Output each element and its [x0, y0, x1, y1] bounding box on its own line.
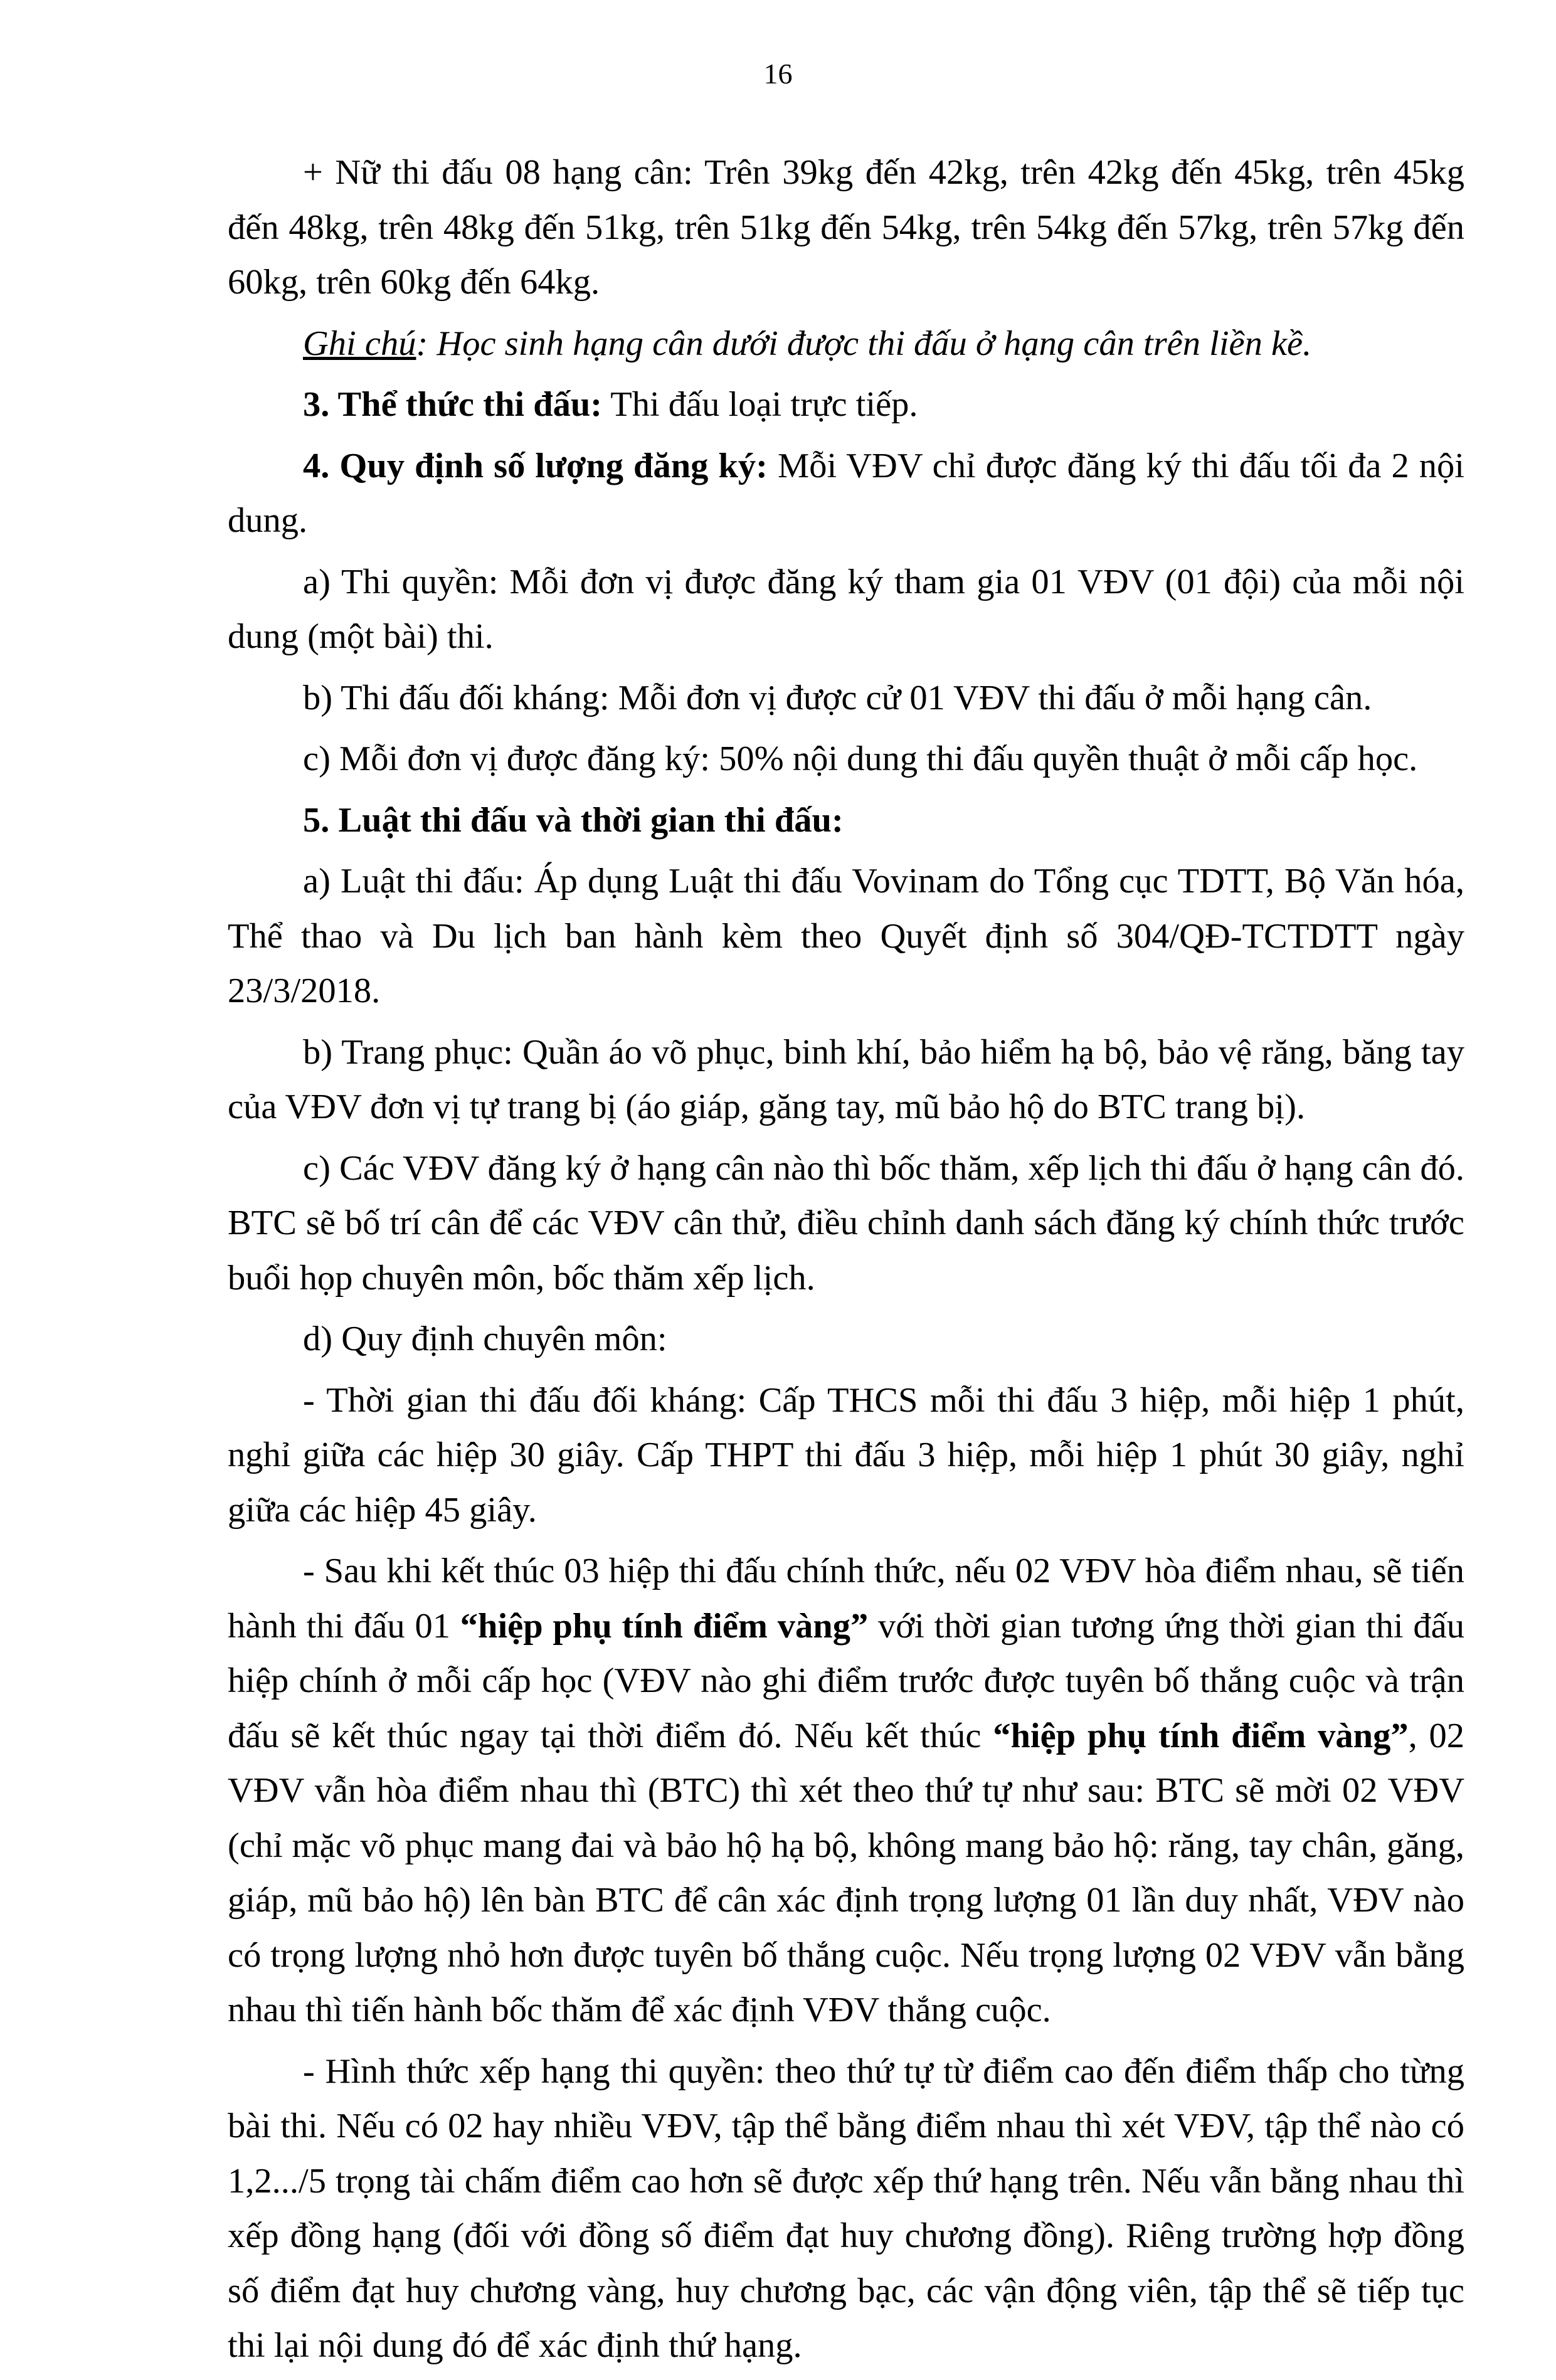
section-4b: b) Thi đấu đối kháng: Mỗi đơn vị được cử 01 VĐV thi đấu ở mỗi hạng cân.	[303, 678, 1372, 717]
paragraph-female-weight-classes: + Nữ thi đấu 08 hạng cân: Trên 39kg đến 42kg, trên 42kg đến 45kg, trên 45kg đến 48kg, trên 48kg đến 51kg, trên 51kg đến 54kg, trên 54kg đến 57kg, trên 57kg đến 60kg, trên 60kg đến 64kg.	[228, 153, 1464, 302]
rule-forms-ranking: - Hình thức xếp hạng thi quyền: theo thứ tự từ điểm cao đến điểm thấp cho từng bài thi. Nếu có 02 hay nhiều VĐV, tập thể bằng điểm nhau thì xét VĐV, tập thể nào có 1,2.../5 trọng tài chấm điểm cao hơn sẽ được xếp thứ hạng trên. Nếu vẫn bằng nhau thì xếp đồng hạng (đối với đồng số điểm đạt huy chương đồng). Riêng trường hợp đồng số điểm đạt huy chương vàng, huy chương bạc, các vận động viên, tập thể sẽ tiếp tục thi lại nội dung đó để xác định thứ hạng.	[228, 2051, 1464, 2365]
section-5	[228, 793, 1464, 849]
paragraph-note	[228, 317, 1464, 372]
section-3-body: Thi đấu loại trực tiếp.	[602, 385, 918, 424]
rule-golden-point	[228, 1544, 1464, 2038]
section-4-body: Mỗi VĐV chỉ được đăng ký thi đấu tối đa 2 nội dung.	[228, 446, 1464, 540]
document-body	[228, 145, 1464, 2380]
golden-point-text-1: - Sau khi kết thúc 03 hiệp thi đấu chính thức, nếu 02 VĐV hòa điểm nhau, sẽ tiến hành thi đấu 01	[228, 1552, 1464, 1646]
page-number: 16	[763, 58, 793, 90]
section-4c: c) Mỗi đơn vị được đăng ký: 50% nội dung thi đấu quyền thuật ở mỗi cấp học.	[303, 739, 1418, 778]
rule-match-duration: - Thời gian thi đấu đối kháng: Cấp THCS mỗi thi đấu 3 hiệp, mỗi hiệp 1 phút, nghỉ giữa các hiệp 30 giây. Cấp THPT thi đấu 3 hiệp, mỗi hiệp 1 phút 30 giây, nghỉ giữa các hiệp 45 giây.	[228, 1380, 1464, 1530]
section-5b: b) Trang phục: Quần áo võ phục, binh khí, bảo hiểm hạ bộ, bảo vệ răng, băng tay của VĐV đơn vị tự trang bị (áo giáp, găng tay, mũ bảo hộ do BTC trang bị).	[228, 1032, 1464, 1126]
golden-point-text-3: , 02 VĐV vẫn hòa điểm nhau thì (BTC) thì xét theo thứ tự như sau: BTC sẽ mời 02 VĐV (chỉ mặc võ phục mang đai và bảo hộ hạ bộ, không mang bảo hộ: răng, tay chân, găng, giáp, mũ bảo hộ) lên bàn BTC để cân xác định trọng lượng 01 lần duy nhất, VĐV nào có trọng lượng nhỏ hơn được tuyên bố thắng cuộc. Nếu trọng lượng 02 VĐV vẫn bằng nhau thì tiến hành bốc thăm để xác định VĐV thắng cuộc.	[228, 1716, 1465, 2029]
section-3	[228, 378, 1464, 433]
golden-point-term-2: “hiệp phụ tính điểm vàng”	[993, 1716, 1409, 1755]
section-3-heading: 3. Thể thức thi đấu:	[303, 385, 603, 424]
section-5c: c) Các VĐV đăng ký ở hạng cân nào thì bốc thăm, xếp lịch thi đấu ở hạng cân đó. BTC sẽ bố trí cân để các VĐV cân thử, điều chỉnh danh sách đăng ký chính thức trước buổi họp chuyên môn, bốc thăm xếp lịch.	[228, 1148, 1464, 1298]
golden-point-term-1: “hiệp phụ tính điểm vàng”	[460, 1606, 869, 1646]
golden-point-text-2: với thời gian tương ứng thời gian thi đấu hiệp chính ở mỗi cấp học (VĐV nào ghi điểm trước được tuyên bố thắng cuộc và trận đấu sẽ kết thúc ngay tại thời điểm đó. Nếu kết thúc	[228, 1606, 1464, 1755]
note-body: : Học sinh hạng cân dưới được thi đấu ở hạng cân trên liền kề.	[416, 324, 1312, 363]
note-label: Ghi chú	[303, 324, 416, 363]
section-4-heading: 4. Quy định số lượng đăng ký:	[303, 446, 768, 485]
section-5d: d) Quy định chuyên môn:	[303, 1320, 667, 1358]
section-5a: a) Luật thi đấu: Áp dụng Luật thi đấu Vovinam do Tổng cục TDTT, Bộ Văn hóa, Thể thao và Du lịch ban hành kèm theo Quyết định số 304/QĐ-TCTDTT ngày 23/3/2018.	[228, 862, 1464, 1010]
section-4a: a) Thi quyền: Mỗi đơn vị được đăng ký tham gia 01 VĐV (01 đội) của mỗi nội dung (một bài) thi.	[228, 562, 1464, 656]
section-4	[228, 439, 1464, 549]
section-5-heading: 5. Luật thi đấu và thời gian thi đấu:	[303, 800, 844, 840]
